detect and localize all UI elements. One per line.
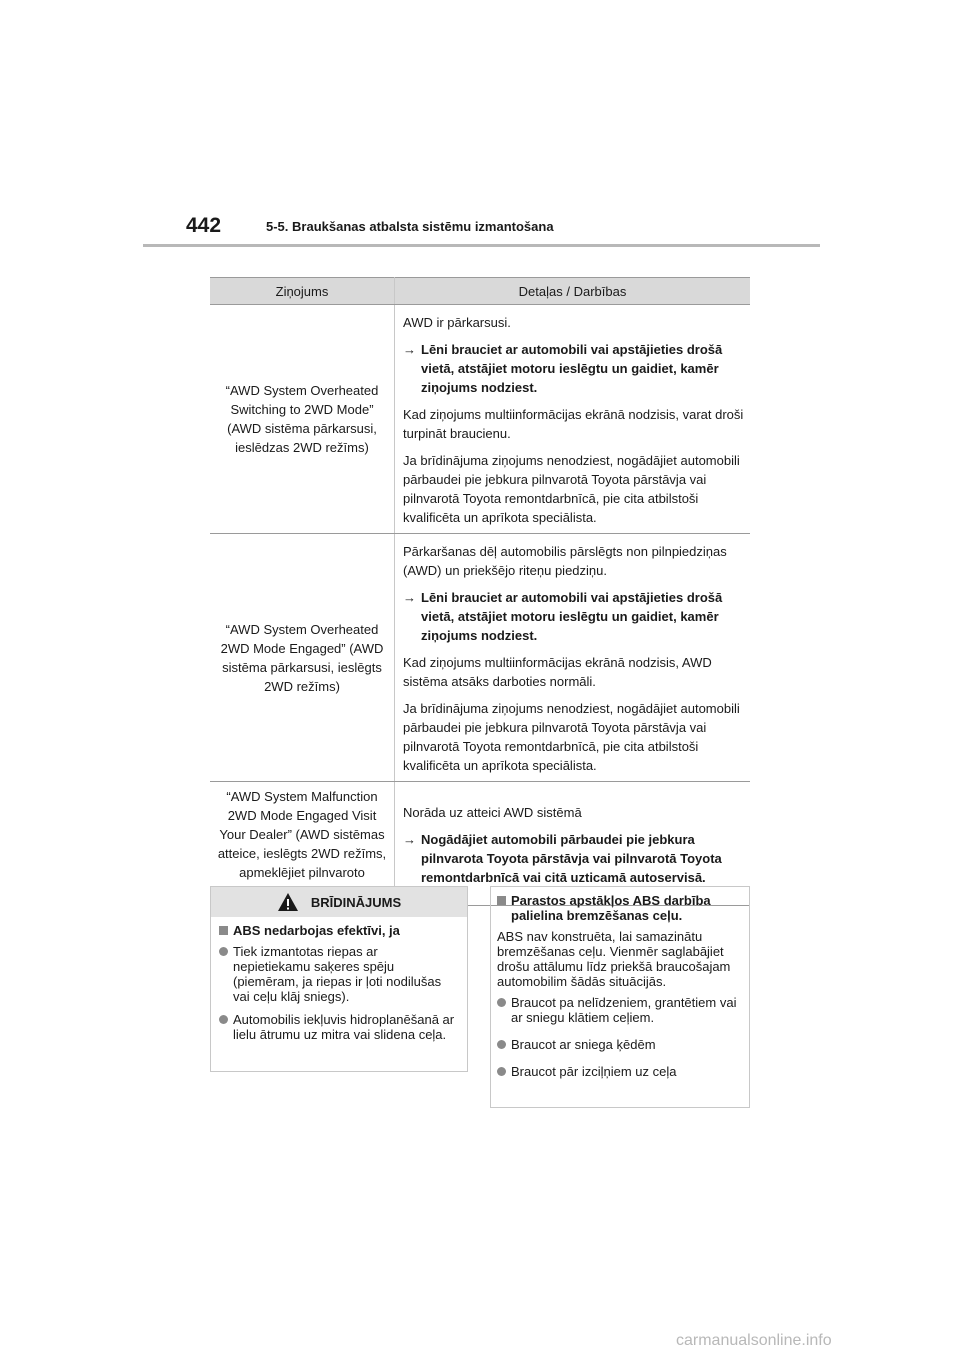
section-title: 5-5. Braukšanas atbalsta sistēmu izmantošana <box>266 219 554 234</box>
details-cell <box>395 305 751 534</box>
bullet-icon <box>497 1040 506 1049</box>
details-intro: Norāda uz atteici AWD sistēmā <box>403 804 582 820</box>
details-action <box>403 340 744 397</box>
page-header <box>186 214 826 246</box>
table-header-row <box>210 278 750 305</box>
column-header-details: Detaļas / Darbības <box>395 278 751 305</box>
list-item <box>219 1012 457 1042</box>
arrow-right-icon: → <box>403 831 416 847</box>
info-box <box>490 886 750 1108</box>
info-text: ABS nav konstruēta, lai samazinātu bremzēšanas ceļu. Vienmēr saglabājiet drošu attālumu līdz priekšā braucošajam automobilim šādās situācijās. <box>497 929 731 989</box>
details-intro: AWD ir pārkarsusi. <box>403 315 511 330</box>
bullet-icon <box>219 1015 228 1024</box>
list-item-text: Tiek izmantotas riepas ar nepietiekamu saķeres spēju (piemēram, ja riepas ir ļoti nodilušas vai ceļu klāj sniegs). <box>233 944 442 1004</box>
warning-box <box>210 886 468 1072</box>
list-item <box>497 1064 739 1079</box>
message-cell: “AWD System Malfunction 2WD Mode Engaged Visit Your Dealer” (AWD sistēmas atteice, ieslēgts 2WD režīms, apmeklējiet pilnvaroto <box>210 782 395 906</box>
column-header-message: Ziņojums <box>210 278 395 305</box>
details-cell <box>395 534 751 782</box>
message-cell: “AWD System Overheated Switching to 2WD Mode” (AWD sistēma pārkarsusi, ieslēdzas 2WD režīms) <box>210 305 395 534</box>
info-heading-text: Parastos apstākļos ABS darbība palielina bremzēšanas ceļu. <box>511 893 711 923</box>
details-note: Ja brīdinājuma ziņojums nenodziest, nogādājiet automobili pārbaudei pie jebkura pilnvarotā Toyota pārstāvja vai pilnvarotā Toyota remontdarbnīcā, pie cita atbilstoši kvalificēta un aprīkota speciālista. <box>403 453 740 525</box>
list-item-text: Braucot ar sniega ķēdēm <box>511 1037 656 1052</box>
details-note: Kad ziņojums multiinformācijas ekrānā nodzisis, varat droši turpināt braucienu. <box>403 407 744 441</box>
table-row <box>210 534 750 782</box>
warning-header <box>211 887 467 917</box>
details-action-text: Lēni brauciet ar automobili vai apstājieties drošā vietā, atstājiet motoru ieslēgtu un gaidiet, kamēr ziņojums nodziest. <box>421 342 723 395</box>
details-note: Ja brīdinājuma ziņojums nenodziest, nogādājiet automobili pārbaudei pie jebkura pilnvarotā Toyota pārstāvja vai pilnvarotā Toyota remontdarbnīcā, pie cita atbilstoši kvalificēta un aprīkota speciālista. <box>403 701 740 773</box>
details-action-text: Lēni brauciet ar automobili vai apstājieties drošā vietā, atstājiet motoru ieslēgtu un gaidiet, kamēr ziņojums nodziest. <box>421 590 723 643</box>
warning-body <box>211 917 467 1042</box>
details-intro: Pārkaršanas dēļ automobilis pārslēgts non pilnpiedziņas (AWD) un priekšējo riteņu piedziņu. <box>403 544 727 578</box>
message-cell: “AWD System Overheated 2WD Mode Engaged” (AWD sistēma pārkarsusi, ieslēgts 2WD režīms) <box>210 534 395 782</box>
details-action <box>403 588 744 645</box>
bullet-icon <box>497 1067 506 1076</box>
table-row <box>210 305 750 534</box>
list-item <box>497 1037 739 1052</box>
list-item-text: Braucot pār izciļņiem uz ceļa <box>511 1064 677 1079</box>
info-heading <box>497 893 739 923</box>
list-item <box>497 995 739 1025</box>
message-table <box>210 277 750 906</box>
details-action <box>403 830 744 887</box>
square-bullet-icon <box>497 896 506 905</box>
details-note: Kad ziņojums multiinformācijas ekrānā nodzisis, AWD sistēma atsāks darboties normāli. <box>403 655 712 689</box>
warning-subheading <box>219 923 457 938</box>
bullet-icon <box>219 947 228 956</box>
square-bullet-icon <box>219 926 228 935</box>
arrow-right-icon: → <box>403 342 416 357</box>
header-divider <box>143 244 820 247</box>
list-item <box>219 944 457 1004</box>
details-action-text: Nogādājiet automobili pārbaudei pie jebkura pilnvarota Toyota pārstāvja vai pilnvarotā Toyota remontdarbnīcā vai citā uzticamā autoservisā. <box>421 831 722 885</box>
arrow-right-icon: → <box>403 590 416 605</box>
warning-title: BRĪDINĀJUMS <box>310 894 402 910</box>
warning-subheading-text: ABS nedarbojas efektīvi, ja <box>233 923 400 938</box>
page-number: 442 <box>186 214 222 237</box>
list-item-text: Automobilis iekļuvis hidroplanēšanā ar lielu ātrumu uz mitra vai slidena ceļa. <box>233 1012 455 1042</box>
list-item-text: Braucot pa nelīdzeniem, grantētiem vai ar sniegu klātiem ceļiem. <box>511 995 737 1025</box>
warning-triangle-icon <box>277 892 299 912</box>
watermark: carmanualsonline.info <box>676 1332 832 1349</box>
bullet-icon <box>497 998 506 1007</box>
